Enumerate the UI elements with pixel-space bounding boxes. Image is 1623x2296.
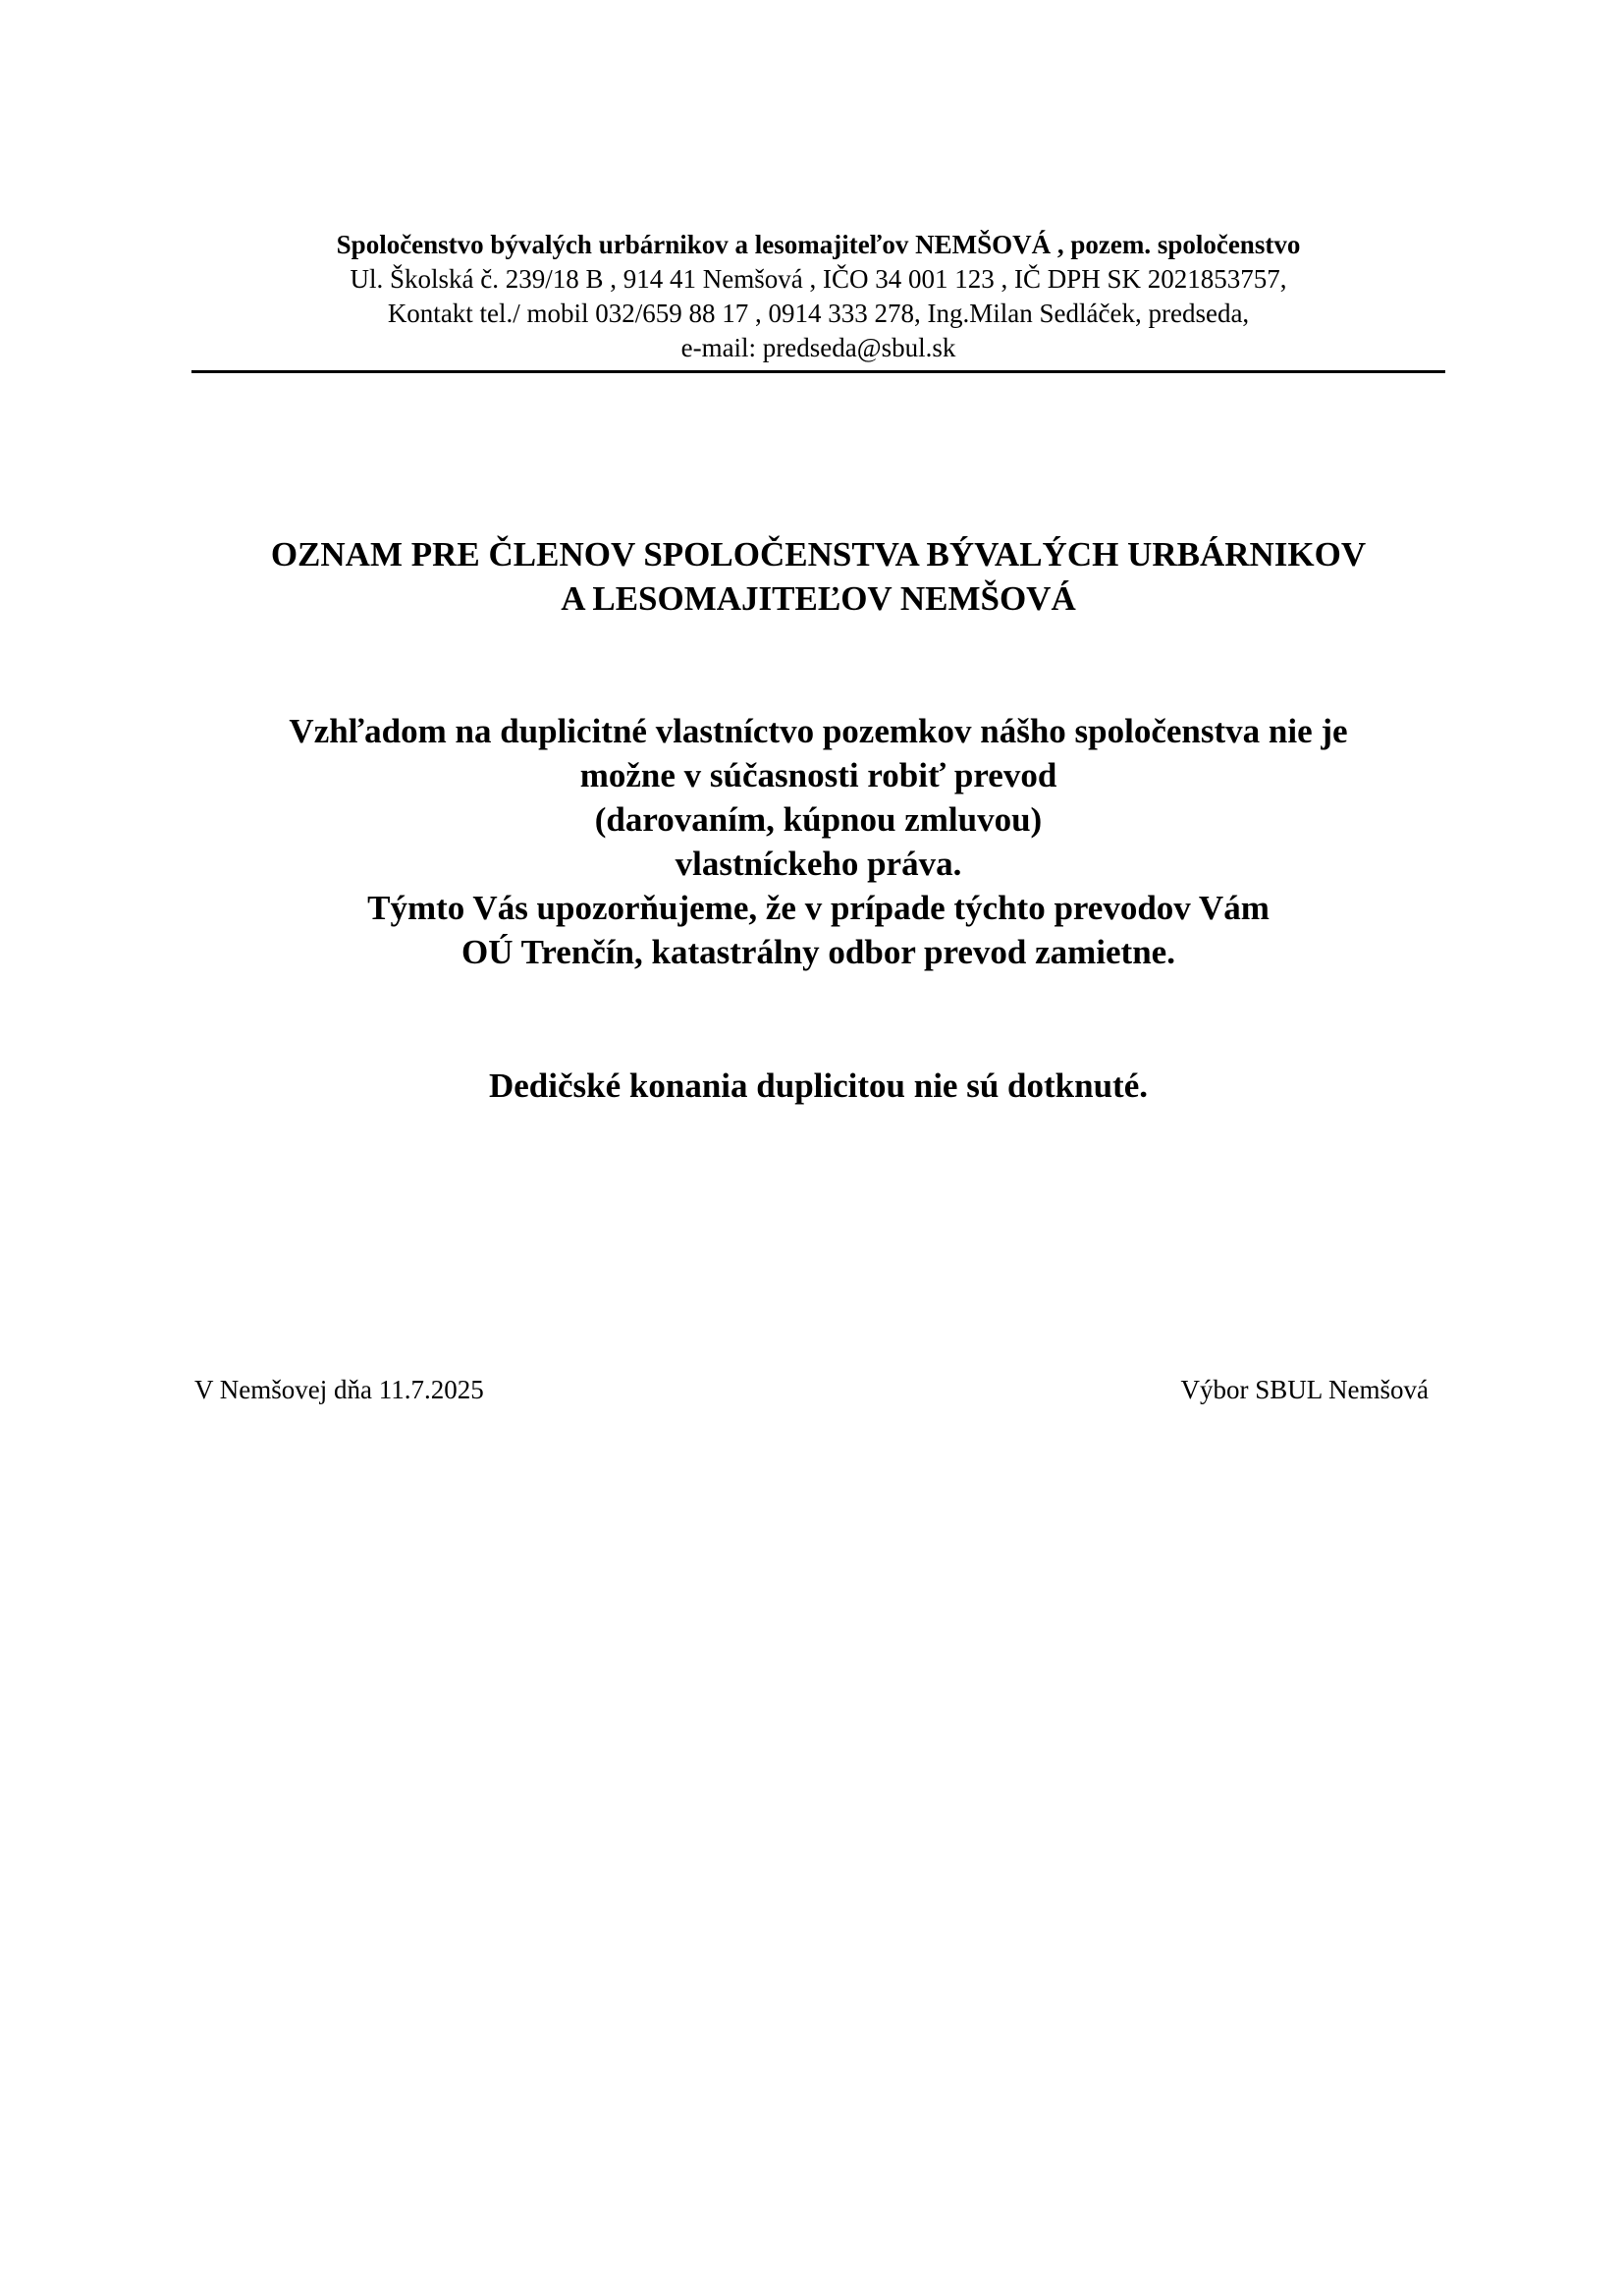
notice-body-line: Týmto Vás upozorňujeme, že v prípade týchto prevodov Vám	[367, 889, 1270, 927]
organization-contact: Kontakt tel./ mobil 032/659 88 17 , 0914 333 278, Ing.Milan Sedláček, predseda,	[387, 299, 1250, 328]
notice-body-line: (darovaním, kúpnou zmluvou)	[594, 800, 1043, 839]
place-and-date: V Nemšovej dňa 11.7.2025	[194, 1375, 484, 1404]
notice-title	[147, 532, 1489, 621]
organization-address: Ul. Školská č. 239/18 B , 914 41 Nemšová , IČO 34 001 123 , IČ DPH SK 2021853757,	[350, 264, 1287, 294]
notice-body	[147, 709, 1489, 974]
notice-body-line: Vzhľadom na duplicitné vlastníctvo pozemkov nášho spoločenstva nie je	[289, 712, 1348, 750]
organization-name: Spoločenstvo bývalých urbárnikov a lesomajiteľov NEMŠOVÁ , pozem. spoločenstvo	[336, 230, 1301, 259]
notice-body-line: možne v súčasnosti robiť prevod	[579, 756, 1057, 794]
notice-body-line: vlastníckeho práva.	[675, 845, 962, 883]
organization-email: e-mail: predseda@sbul.sk	[680, 333, 956, 362]
inheritance-note	[147, 1064, 1489, 1108]
signature: Výbor SBUL Nemšová	[1180, 1375, 1429, 1404]
letterhead-divider	[191, 370, 1445, 373]
letterhead	[191, 228, 1445, 365]
inheritance-note-text: Dedičské konania duplicitou nie sú dotknuté.	[488, 1066, 1148, 1105]
notice-title-line: A LESOMAJITEĽOV NEMŠOVÁ	[561, 579, 1076, 618]
notice-body-line: OÚ Trenčín, katastrálny odbor prevod zamietne.	[461, 933, 1175, 971]
notice-title-line: OZNAM PRE ČLENOV SPOLOČENSTVA BÝVALÝCH URBÁRNIKOV	[270, 535, 1367, 574]
